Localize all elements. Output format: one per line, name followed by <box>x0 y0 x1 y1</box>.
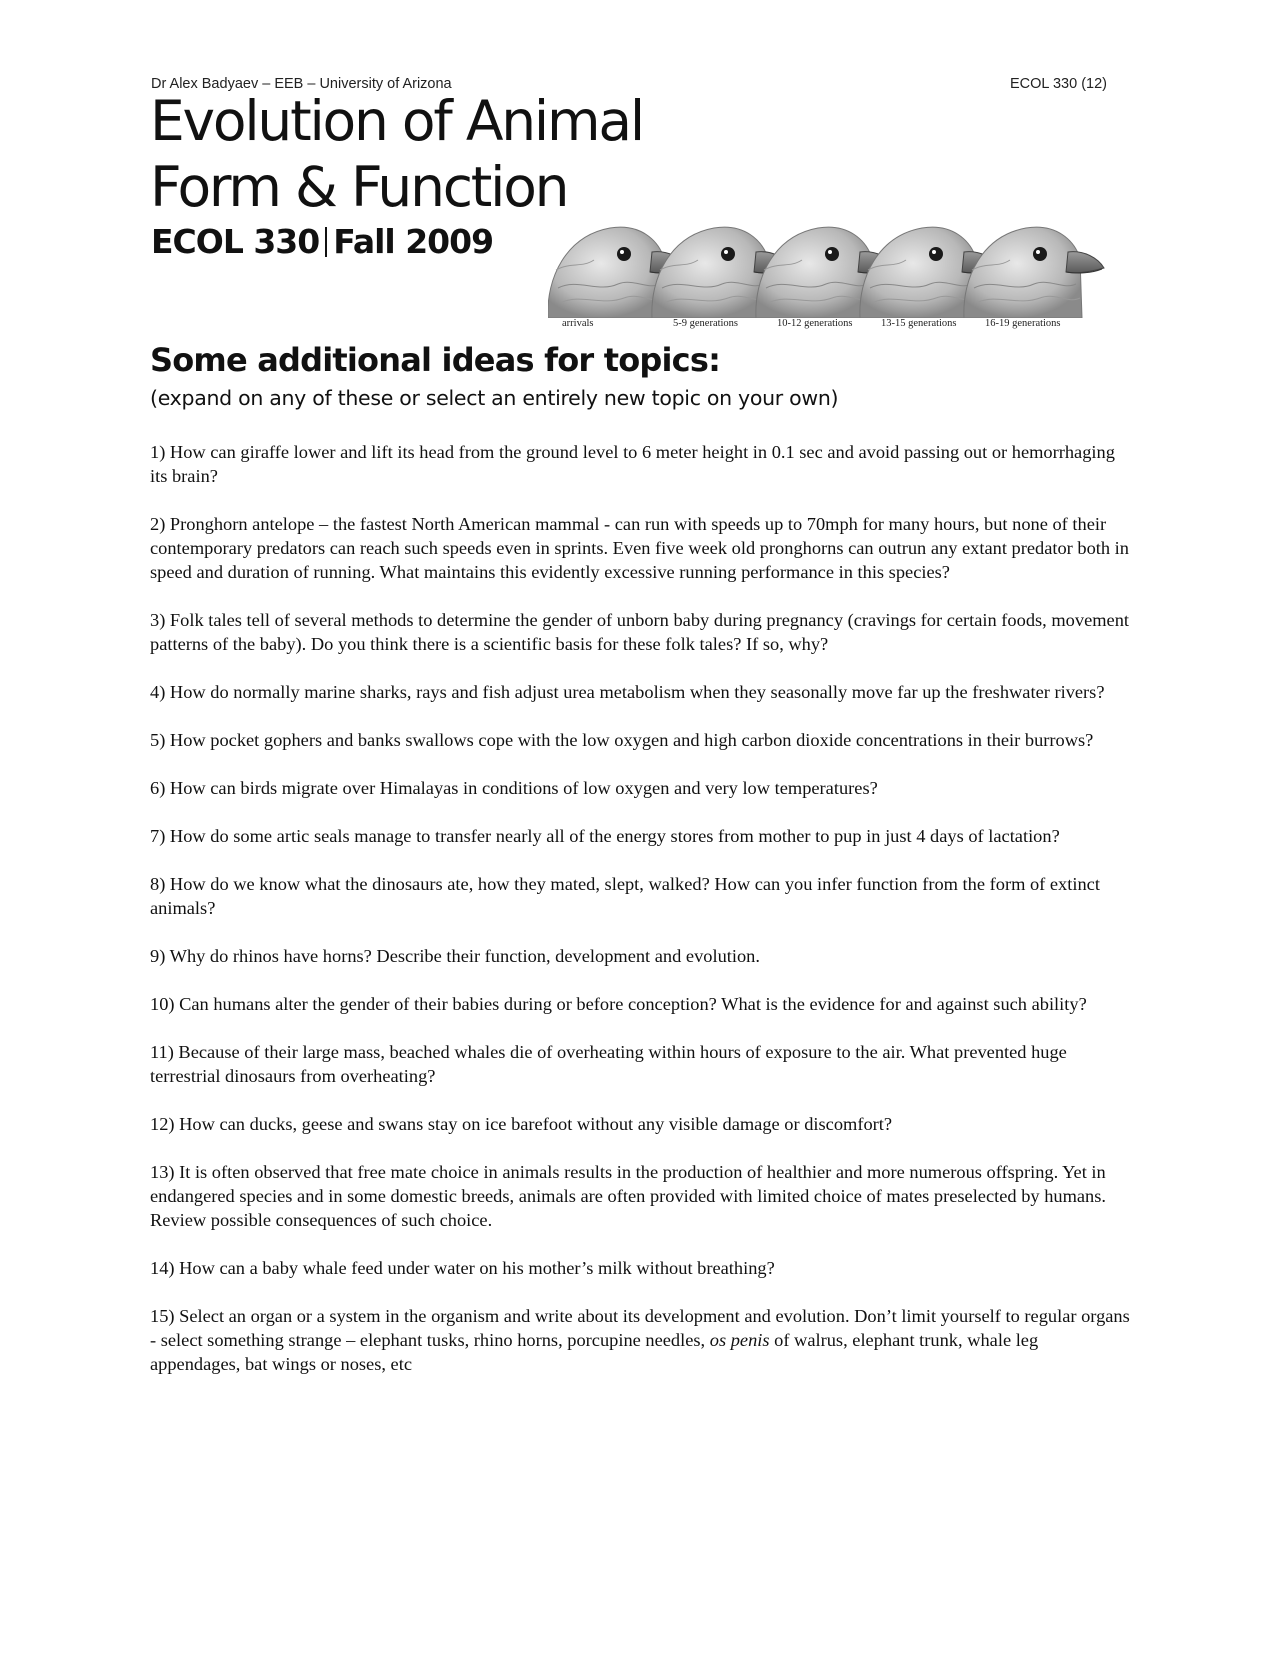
topic-list <box>150 440 1130 1400</box>
topic-item: 7) How do some artic seals manage to transfer nearly all of the energy stores from mother to pup in just 4 days of lactation? <box>150 826 1060 846</box>
figure-label-16-19: 16-19 generations <box>985 318 1061 329</box>
section-heading: Some additional ideas for topics: <box>150 341 721 379</box>
topic-item: 6) How can birds migrate over Himalayas in conditions of low oxygen and very low temperatures? <box>150 778 878 798</box>
section-subheading: (expand on any of these or select an entirely new topic on your own) <box>150 386 839 410</box>
topic-item: 12) How can ducks, geese and swans stay on ice barefoot without any visible damage or discomfort? <box>150 1114 893 1134</box>
topic-15-text-end: of walrus, elephant trunk, whale leg appendages, bat wings or noses, etc <box>150 1330 1039 1374</box>
document-title <box>150 88 643 220</box>
topic-item: 3) Folk tales tell of several methods to determine the gender of unborn baby during pregnancy (cravings for certain foods, movement patterns of the baby). Do you think there is a scientific basis for these folk tales? If so, why? <box>150 610 1130 654</box>
topic-15-text-start: 15) Select an organ or a system in the organism and write about its development and evolution. Don’t limit yourself to regular organs - select something strange – elephant tusks, rhino horns, porcupine needles, <box>150 1306 1130 1350</box>
topic-item: 5) How pocket gophers and banks swallows cope with the low oxygen and high carbon dioxide concentrations in their burrows? <box>150 730 1094 750</box>
figure-label-13-15: 13-15 generations <box>881 318 957 329</box>
topic-item: 9) Why do rhinos have horns? Describe their function, development and evolution. <box>150 946 760 966</box>
subtitle-term: Fall 2009 <box>333 222 494 261</box>
title-line-1: Evolution of Animal <box>150 89 643 153</box>
author-affiliation: Dr Alex Badyaev – EEB – University of Arizona <box>151 76 452 92</box>
topic-item: 4) How do normally marine sharks, rays and fish adjust urea metabolism when they seasonally move far up the freshwater rivers? <box>150 682 1105 702</box>
topic-item: 10) Can humans alter the gender of their babies during or before conception? What is the evidence for and against such ability? <box>150 994 1087 1014</box>
topic-item: 2) Pronghorn antelope – the fastest North American mammal - can run with speeds up to 70mph for many hours, but none of their contemporary predators can reach such speeds even in sprints. Even five week old pronghorns can outrun any extant predator both in speed and duration of running. What maintains this evidently excessive running performance in this species? <box>150 514 1129 582</box>
topic-item: 1) How can giraffe lower and lift its head from the ground level to 6 meter height in 0.1 sec and avoid passing out or hemorrhaging its brain? <box>150 442 1115 486</box>
subtitle-course: ECOL 330 <box>151 222 320 261</box>
finch-heads-illustration <box>548 218 1120 318</box>
course-subtitle <box>151 222 493 262</box>
figure-label-10-12: 10-12 generations <box>777 318 853 329</box>
topic-item: 11) Because of their large mass, beached whales die of overheating within hours of exposure to the air. What prevented huge terrestrial dinosaurs from overheating? <box>150 1042 1067 1086</box>
topic-item-15 <box>150 1304 1130 1376</box>
topic-item: 13) It is often observed that free mate choice in animals results in the production of healthier and more numerous offspring. Yet in endangered species and in some domestic breeds, animals are often provided with limited choice of mates preselected by humans. Review possible consequences of such choice. <box>150 1162 1106 1230</box>
finch-16-19 <box>964 227 1104 318</box>
figure-label-arrivals: arrivals <box>562 318 594 329</box>
topic-item: 8) How do we know what the dinosaurs ate, how they mated, slept, walked? How can you infer function from the form of extinct animals? <box>150 874 1100 918</box>
subtitle-divider <box>325 227 327 257</box>
topic-15-italic-term: os penis <box>709 1330 770 1350</box>
figure-label-5-9: 5-9 generations <box>673 318 739 329</box>
topic-item: 14) How can a baby whale feed under water on his mother’s milk without breathing? <box>150 1258 775 1278</box>
title-line-2: Form & Function <box>150 155 568 219</box>
course-code: ECOL 330 (12) <box>1010 76 1107 92</box>
